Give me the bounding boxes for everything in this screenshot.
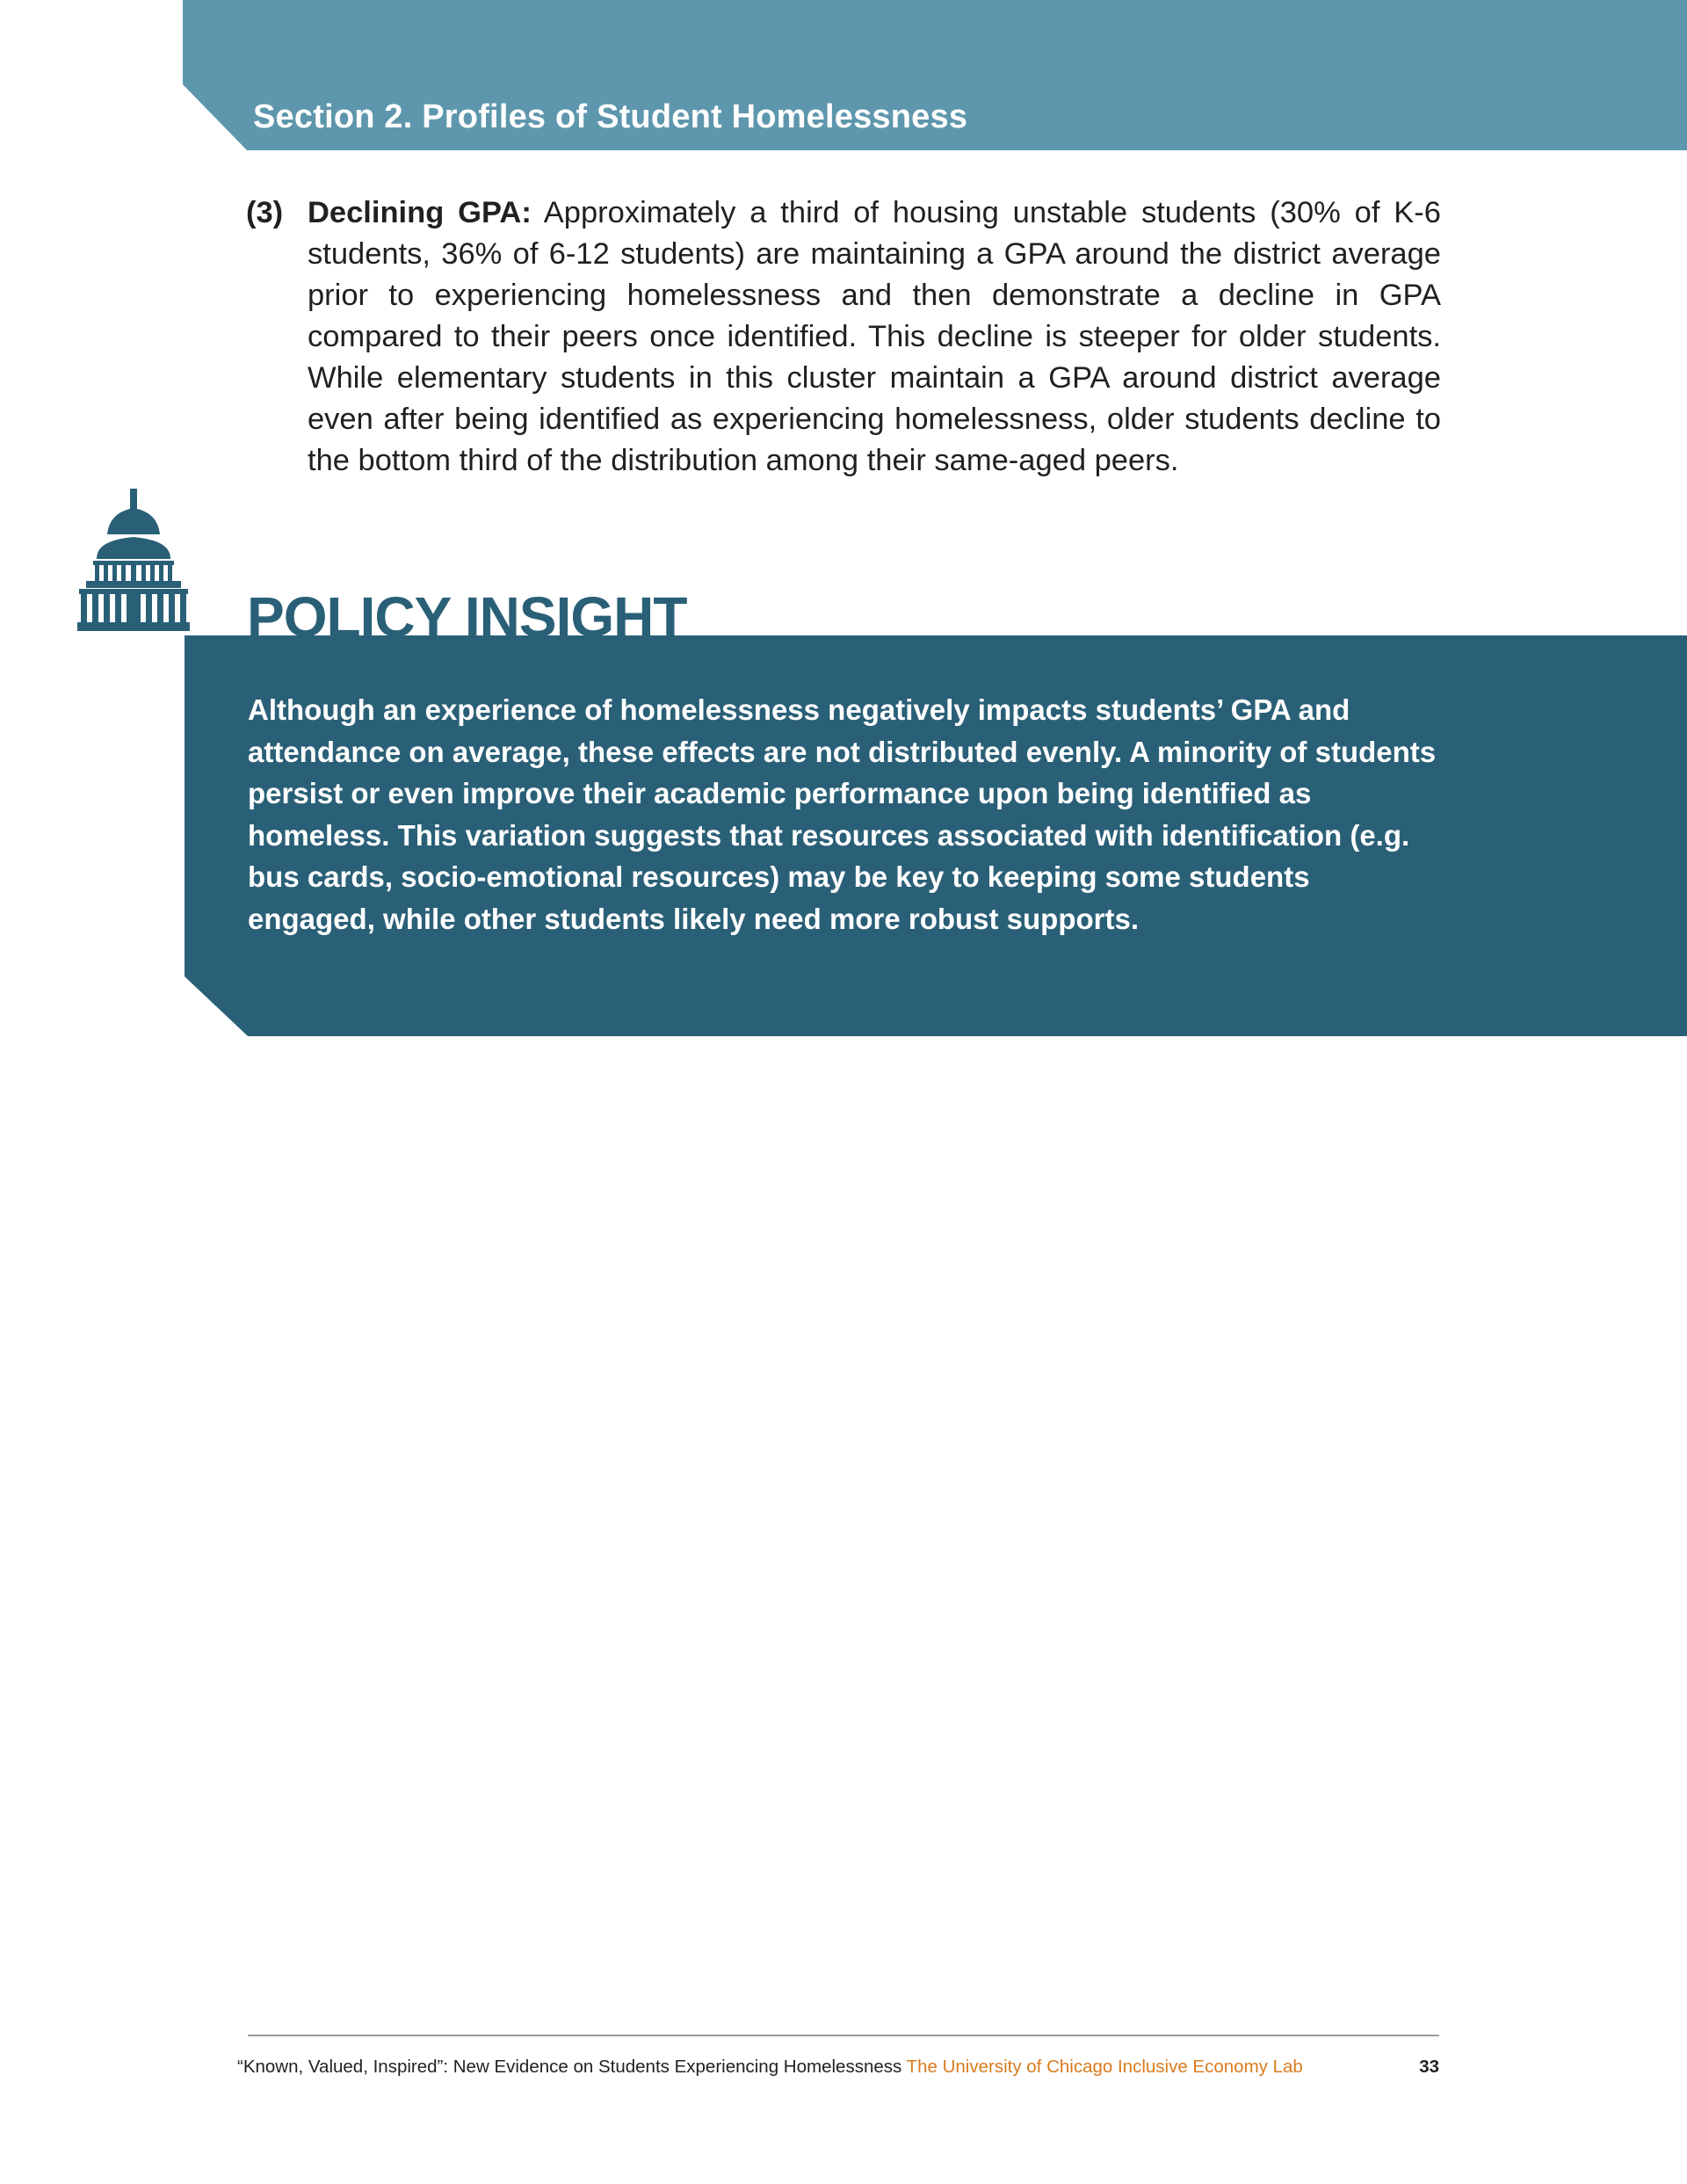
body-text-block [246,192,1441,482]
item-label: Declining GPA: [308,196,532,229]
footer-organization: The University of Chicago Inclusive Economy Lab [906,2057,1303,2077]
policy-insight-text: Although an experience of homelessness negatively impacts students’ GPA and attendance on average, these effects are not distributed evenly. A minority of students persist or even improve their academic performance upon being identified as homeless. This variation suggests that resources associated with identification (e.g. bus cards, socio-emotional resources) may be key to keeping some students engaged, while other students likely need more robust supports. [248,693,1437,935]
section-title: Section 2. Profiles of Student Homelessness [253,98,968,135]
item-paragraph [308,192,1441,482]
footer-report-title: “Known, Valued, Inspired”: New Evidence on Students Experiencing Homelessness [237,2057,902,2077]
page-number: 33 [1419,2057,1439,2077]
policy-insight-title: POLICY INSIGHT [247,585,687,649]
list-item [246,192,1441,482]
capitol-building-icon [77,489,190,640]
item-number: (3) [246,196,284,229]
page-footer [237,2057,1439,2078]
item-body: Approximately a third of housing unstable students (30% of K-6 students, 36% of 6-12 students) are maintaining a GPA around the district average prior to experiencing homelessness and then demonstrate a decline in GPA compared to their peers once identified. This decline is steeper for older students. While elementary students in this cluster maintain a GPA around district average even after being identified as experiencing homelessness, older students decline to the bottom third of the distribution among their same-aged peers. [308,196,1441,477]
footer-divider [248,2035,1439,2036]
